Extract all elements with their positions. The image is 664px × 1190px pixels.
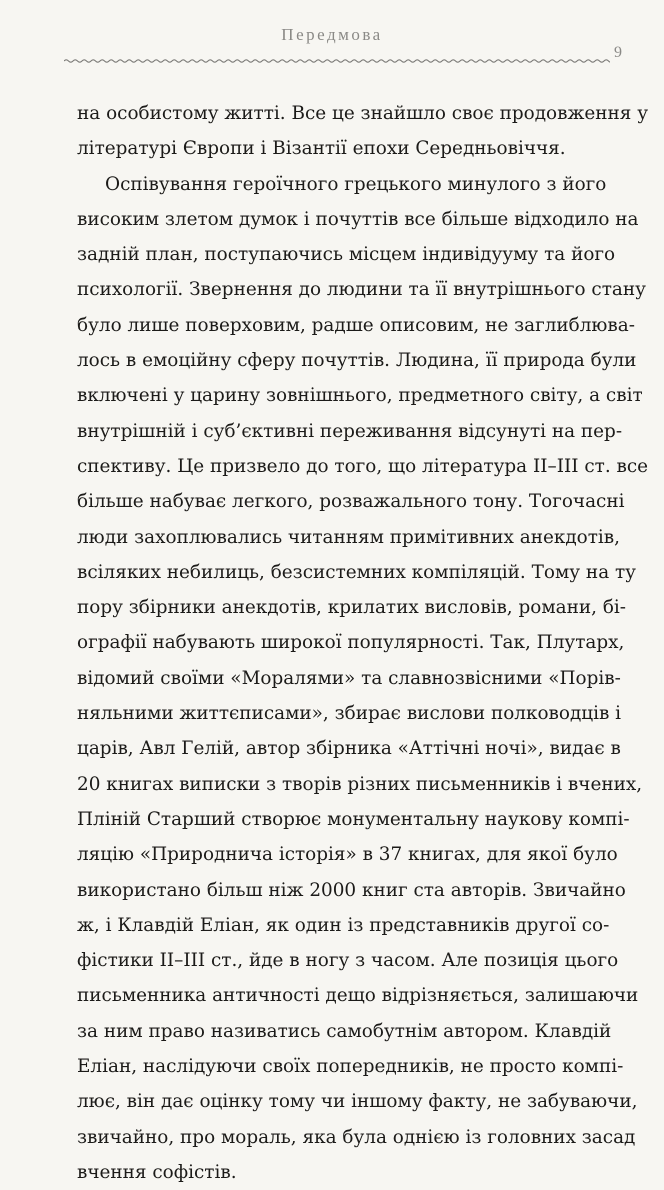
running-title: Передмова: [281, 25, 383, 44]
text-line: звичайно, про мораль, яка була однією із головних засад: [77, 1126, 636, 1148]
page-number: 9: [614, 44, 622, 61]
text-line: 20 книгах виписки з творів різних письменників і вчених,: [77, 773, 643, 795]
body-text: [77, 96, 649, 1190]
text-line: високим злетом думок і почуттів все більше відходило на: [77, 208, 639, 230]
text-line: Еліан, наслідуючи своїх попередників, не просто компі-: [77, 1056, 624, 1078]
text-line: більше набуває легкого, розважального тону. Тогочасні: [77, 491, 625, 513]
text-line: відомий своїми «Моралями» та славнозвісними «Порів-: [77, 667, 621, 689]
text-line: ляцію «Природнича історія» в 37 книгах, для якої було: [77, 844, 618, 866]
text-line: використано більш ніж 2000 книг ста авторів. Звичайно: [77, 879, 626, 901]
text-line: лює, він дає оцінку тому чи іншому факту, не забуваючи,: [77, 1091, 638, 1113]
text-line: внутрішній і суб’єктивні переживання відсунуті на пер-: [77, 420, 623, 442]
text-line: ографії набувають широкої популярності. Так, Плутарх,: [77, 632, 625, 654]
paragraph-first-line: Оспівування героїчного грецького минулого з його: [105, 173, 607, 195]
header-wavy-rule: [64, 55, 610, 67]
text-line: літературі Європи і Візантії епохи Середньовіччя.: [77, 138, 566, 160]
text-line: няльними життєписами», збирає вислови полководців і: [77, 703, 622, 725]
text-line: всіляких небилиць, безсистемних компіляцій. Тому на ту: [77, 561, 636, 583]
text-line: лось в емоційну сферу почуттів. Людина, її природа були: [77, 350, 637, 372]
text-line: люди захоплювались читанням примітивних анекдотів,: [77, 526, 620, 548]
text-line: пору збірники анекдотів, крилатих висловів, романи, бі-: [77, 597, 626, 619]
text-line: задній план, поступаючись місцем індивідууму та його: [77, 244, 616, 266]
text-line: спективу. Це призвело до того, що література II–III ст. все: [77, 455, 649, 477]
text-line: письменника античності дещо відрізняється, залишаючи: [77, 985, 639, 1007]
text-line: за ним право називатись самобутнім автором. Клавдій: [77, 1020, 612, 1042]
text-line: на особистому житті. Все це знайшло своє продовження у: [77, 103, 649, 124]
text-line: Пліній Старший створює монументальну наукову компі-: [77, 808, 630, 830]
text-line: царів, Авл Гелій, автор збірника «Аттічні ночі», видає в: [77, 738, 621, 760]
text-line: фістики II–III ст., йде в ногу з часом. Але позиція цього: [77, 950, 619, 972]
text-line: психології. Звернення до людини та її внутрішнього стану: [77, 279, 646, 301]
text-line: було лише поверховим, радше описовим, не заглиблюва-: [77, 314, 635, 336]
text-line: включені у царину зовнішнього, предметного світу, а світ: [77, 385, 643, 407]
text-line: ж, і Клавдій Еліан, як один із представників другої со-: [77, 914, 610, 936]
text-line: вчення софістів.: [77, 1161, 237, 1183]
